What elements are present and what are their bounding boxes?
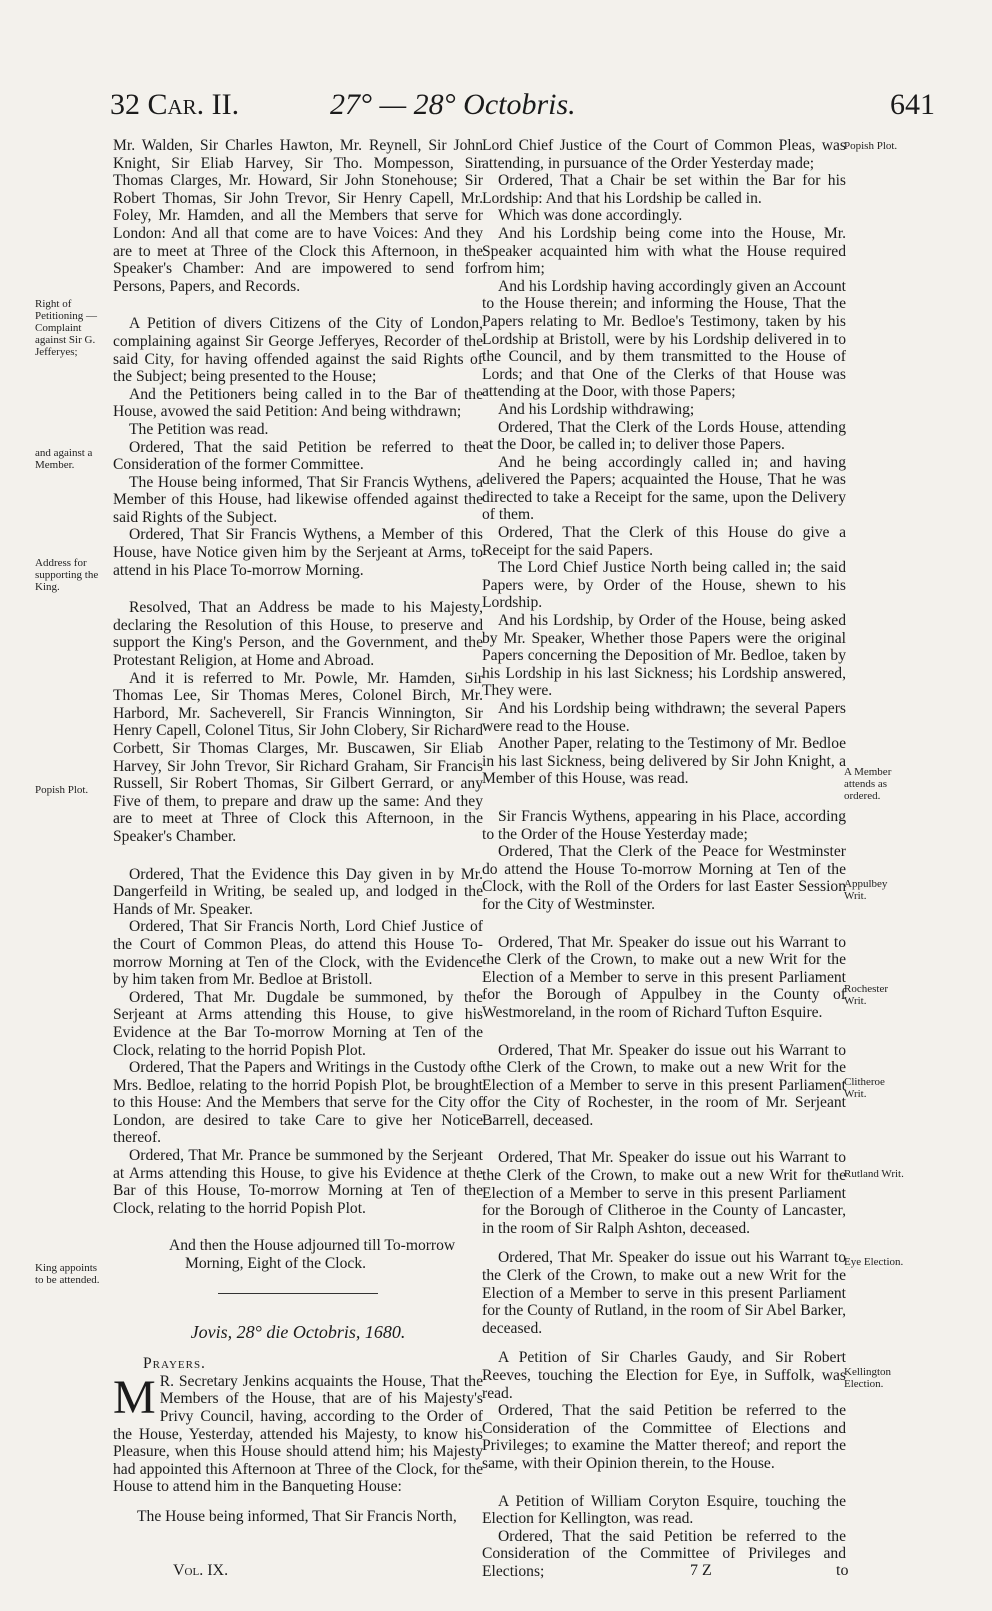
prayers-heading: Prayers. — [143, 1355, 206, 1373]
paragraph: Ordered, That the said Petition be referred to the Consideration of the Committee of Elections and Privileges; to examine the Matter thereof; and report the same, with their Opinion therein, to the House. — [482, 1402, 846, 1472]
margin-note-member-attends: A Member attends as ordered. — [844, 766, 892, 802]
paragraph: Another Paper, relating to the Testimony of Mr. Bedloe in his last Sickness, being delivered by Sir John Knight, a Member of this House, was read. — [482, 735, 846, 788]
paragraph: Which was done accordingly. — [498, 207, 683, 225]
paragraph: Ordered, That the Evidence this Day given in by Mr. Dangerfeild in Writing, be sealed up, and lodged in the Hands of Mr. Speaker. — [113, 865, 483, 918]
margin-note-eye-election: Eye Election. — [844, 1256, 904, 1268]
signature-mark: 7 Z — [690, 1562, 712, 1579]
paragraph: Ordered, That the Clerk of the Peace for Westminster do attend the House To-morrow Morning at Ten of the Clock, with the Roll of the Orders for last Easter Session for the City of Westminster. — [482, 843, 846, 913]
paragraph: The House being informed, That Sir Francis Wythens, a Member of this House, had likewise offended against the said Rights of the Subject. — [113, 473, 483, 526]
paragraph: Ordered, That the said Petition be referred to the Consideration of the former Committee. — [113, 438, 483, 474]
paragraph: Ordered, That the Clerk of the Lords House, attending at the Door, be called in; to deliver those Papers. — [482, 418, 846, 454]
paragraph: Ordered, That Mr. Prance be summoned by the Serjeant at Arms attending this House, to give his Evidence at the Bar of this House, To-morrow Morning at Ten of the Clock, relating to the horrid Popish Plot. — [113, 1147, 483, 1217]
paragraph: Ordered, That Mr. Speaker do issue out his Warrant to the Clerk of the Crown, to make out a new Writ for the Election of a Member to serve in this present Parliament for the Borough of Appulbey in the County of Westmoreland, in the room of Richard Tufton Esquire. — [482, 933, 846, 1021]
margin-note-clitheroe-writ: Clitheroe Writ. — [844, 1076, 885, 1100]
paragraph: Resolved, That an Address be made to his Majesty, declaring the Resolution of this House, to preserve and support the King's Person, and the Government, and the Protestant Religion, at Home and Abroad. — [113, 599, 483, 670]
paragraph: Lord Chief Justice of the Court of Common Pleas, was attending, in pursuance of the Order Yesterday made; — [482, 137, 846, 172]
paragraph: Ordered, That Mr. Speaker do issue out his Warrant to the Clerk of the Crown, to make out a new Writ for the Election of a Member to serve in this present Parliament for the City of Rochester, in the room of Mr. Serjeant Barrell, deceased. — [482, 1041, 846, 1129]
paragraph: Ordered, That a Chair be set within the Bar for his Lordship: And that his Lordship be called in. — [482, 172, 846, 207]
drop-cap: M — [113, 1370, 156, 1424]
paragraph: Ordered, That the said Petition be referred to the Consideration of the Committee of Privileges and Elections; — [482, 1527, 846, 1580]
adjournment-line: And then the House adjourned till To-morrow — [169, 1237, 456, 1255]
day-heading: Jovis, 28° die Octobris, 1680. — [190, 1321, 406, 1342]
paragraph: Ordered, That Mr. Speaker do issue out his Warrant to the Clerk of the Crown, to make out a new Writ for the Election of a Member to serve in this present Parliament for the Borough of Clitheroe in the County of Lancaster, in the room of Sir Ralph Ashton, deceased. — [482, 1149, 846, 1237]
paragraph: A Petition of Sir Charles Gaudy, and Sir Robert Reeves, touching the Election for Eye, in Suffolk, was read. — [482, 1349, 846, 1402]
volume-number: Vol. IX. — [173, 1562, 229, 1579]
paragraph: The Lord Chief Justice North being called in; the said Papers were, by Order of the House, shewn to his Lordship. — [482, 559, 846, 612]
margin-note-rochester-writ: Rochester Writ. — [844, 983, 888, 1007]
paragraph-with-dropcap — [113, 1370, 483, 1496]
paragraph: And his Lordship withdrawing; — [498, 400, 695, 418]
left-column — [113, 137, 483, 1526]
paragraph: Ordered, That Sir Francis Wythens, a Member of this House, have Notice given him by the Serjeant at Arms, to attend in his Place To-morrow Morning. — [113, 526, 483, 579]
paragraph: Sir Francis Wythens, appearing in his Place, according to the Order of the House Yesterday made; — [482, 807, 846, 843]
margin-note-kellington-election: Kellington Election. — [844, 1366, 892, 1390]
adjournment-line: Morning, Eight of the Clock. — [185, 1255, 367, 1273]
margin-note-address: Address for supporting the King. — [35, 557, 99, 593]
paragraph: And it is referred to Mr. Powle, Mr. Hamden, Sir Thomas Lee, Sir Thomas Meres, Colonel Birch, Mr. Harbord, Mr. Sacheverell, Sir Francis Winnington, Sir Henry Capell, Colonel Titus, Sir John Clobery, Sir Richard Corbett, Sir Thomas Clarges, Mr. Buscawen, Sir Eliab Harvey, Sir John Trevor, Sir Richard Graham, Sir Francis Russell, Sir Robert Thomas, Sir Gilbert Gerrard, or any Five of them, to prepare and draw up the same: And they are to meet at Three of Clock this Afternoon, in the Speaker's Chamber. — [113, 669, 483, 845]
paragraph: And his Lordship, by Order of the House, being asked by Mr. Speaker, Whether those Papers were the original Papers concerning the Deposition of Mr. Bedloe, taken by his Lordship in his last Sickness; his Lordship answered, They were. — [482, 612, 846, 700]
page-number: 641 — [890, 88, 935, 121]
paragraph: And his Lordship being withdrawn; the several Papers were read to the House. — [482, 700, 846, 735]
right-column — [482, 137, 849, 1581]
paragraph: Ordered, That Mr. Dugdale be summoned, by the Serjeant at Arms attending this House, to give his Evidence at the Bar To-morrow Morning at Ten of the Clock, relating to the horrid Popish Plot. — [113, 988, 483, 1059]
paragraph: Ordered, That Sir Francis North, Lord Chief Justice of the Court of Common Pleas, do attend this House To-morrow Morning at Ten of the Clock, with the Evidence by him taken from Mr. Bedloe at Bristoll. — [113, 918, 483, 989]
running-head-regnal-year: 32 Car. II. — [110, 88, 240, 121]
running-head-dates: 27° — 28° Octobris. — [330, 88, 576, 121]
paragraph: A Petition of divers Citizens of the City of London, complaining against Sir George Jefferyes, Recorder of the said City, for having offended against the said Rights of the Subject; being presented to the House; — [113, 315, 483, 386]
margin-note-rutland-writ: Rutland Writ. — [844, 1168, 904, 1180]
paragraph: And the Petitioners being called in to the Bar of the House, avowed the said Petition: And being withdrawn; — [113, 385, 483, 421]
margin-note-popish-plot-right: Popish Plot. — [844, 140, 898, 152]
margin-note-popish-plot-left: Popish Plot. — [35, 784, 89, 796]
paragraph: The House being informed, That Sir Francis North, — [137, 1507, 457, 1525]
paragraph: Ordered, That the Clerk of this House do give a Receipt for the said Papers. — [482, 524, 846, 559]
paragraph-text: R. Secretary Jenkins acquaints the House, That the Members of the House, that are of his Majesty's Privy Council, having, according to the Order of the House, Yesterday, attended his Majesty, to know his Pleasure, when this House should attend him; his Majesty had appointed this Afternoon at Three of the Clock, for the House to attend him in the Banqueting House: — [113, 1372, 483, 1496]
paragraph: And he being accordingly called in; and having delivered the Papers; acquainted the House, That he was directed to take a Receipt for the same, upon the Delivery of them. — [482, 453, 846, 524]
paragraph: Ordered, That Mr. Speaker do issue out his Warrant to the Clerk of the Crown, to make out a new Writ for the Election of a Member to serve in this present Parliament for the County of Rutland, in the room of Sir Abel Barker, deceased. — [482, 1249, 846, 1337]
paragraph: The Petition was read. — [129, 420, 269, 438]
paragraph: A Petition of William Coryton Esquire, touching the Election for Kellington, was read. — [482, 1492, 846, 1528]
paragraph: And his Lordship being come into the House, Mr. Speaker acquainted him with what the House required from him; — [482, 224, 846, 278]
paragraph: Mr. Walden, Sir Charles Hawton, Mr. Reynell, Sir John Knight, Sir Eliab Harvey, Sir Tho. Mompesson, Sir Thomas Clarges, Mr. Howard, Sir John Stonehouse; Sir Robert Thomas, Sir John Trevor, Sir Henry Capell, Mr. Foley, Mr. Hamden, and all the Members that serve for London: And all that come are to have Voices: And they are to meet at Three of the Clock this Afternoon, in the Speaker's Chamber: And are impowered to send for Persons, Papers, and Records. — [113, 137, 483, 295]
paragraph: And his Lordship having accordingly given an Account to the House therein; and informing the House, That the Papers relating to Mr. Bedloe's Testimony, taken by his Lordship at Bristoll, were by his Lordship delivered in to the Council, and by them transmitted to the House of Lords; and that One of the Clerks of that House was attending at the Door, with those Papers; — [482, 277, 846, 401]
paragraph: Ordered, That the Papers and Writings in the Custody of Mrs. Bedloe, relating to the horrid Popish Plot, be brought to this House: And the Members that serve for the City of London, are desired to take Care to give her Notice thereof. — [113, 1059, 483, 1147]
catchword: to — [836, 1562, 849, 1579]
margin-note-king-appoints: King appoints to be attended. — [35, 1262, 100, 1286]
margin-note-right-of-petitioning: Right of Petitioning — Complaint against Sir G. Jefferyes; — [35, 298, 98, 358]
margin-note-against-member: and against a Member. — [35, 447, 93, 471]
margin-note-appulbey-writ: Appulbey Writ. — [844, 878, 888, 902]
section-divider — [218, 1293, 378, 1294]
